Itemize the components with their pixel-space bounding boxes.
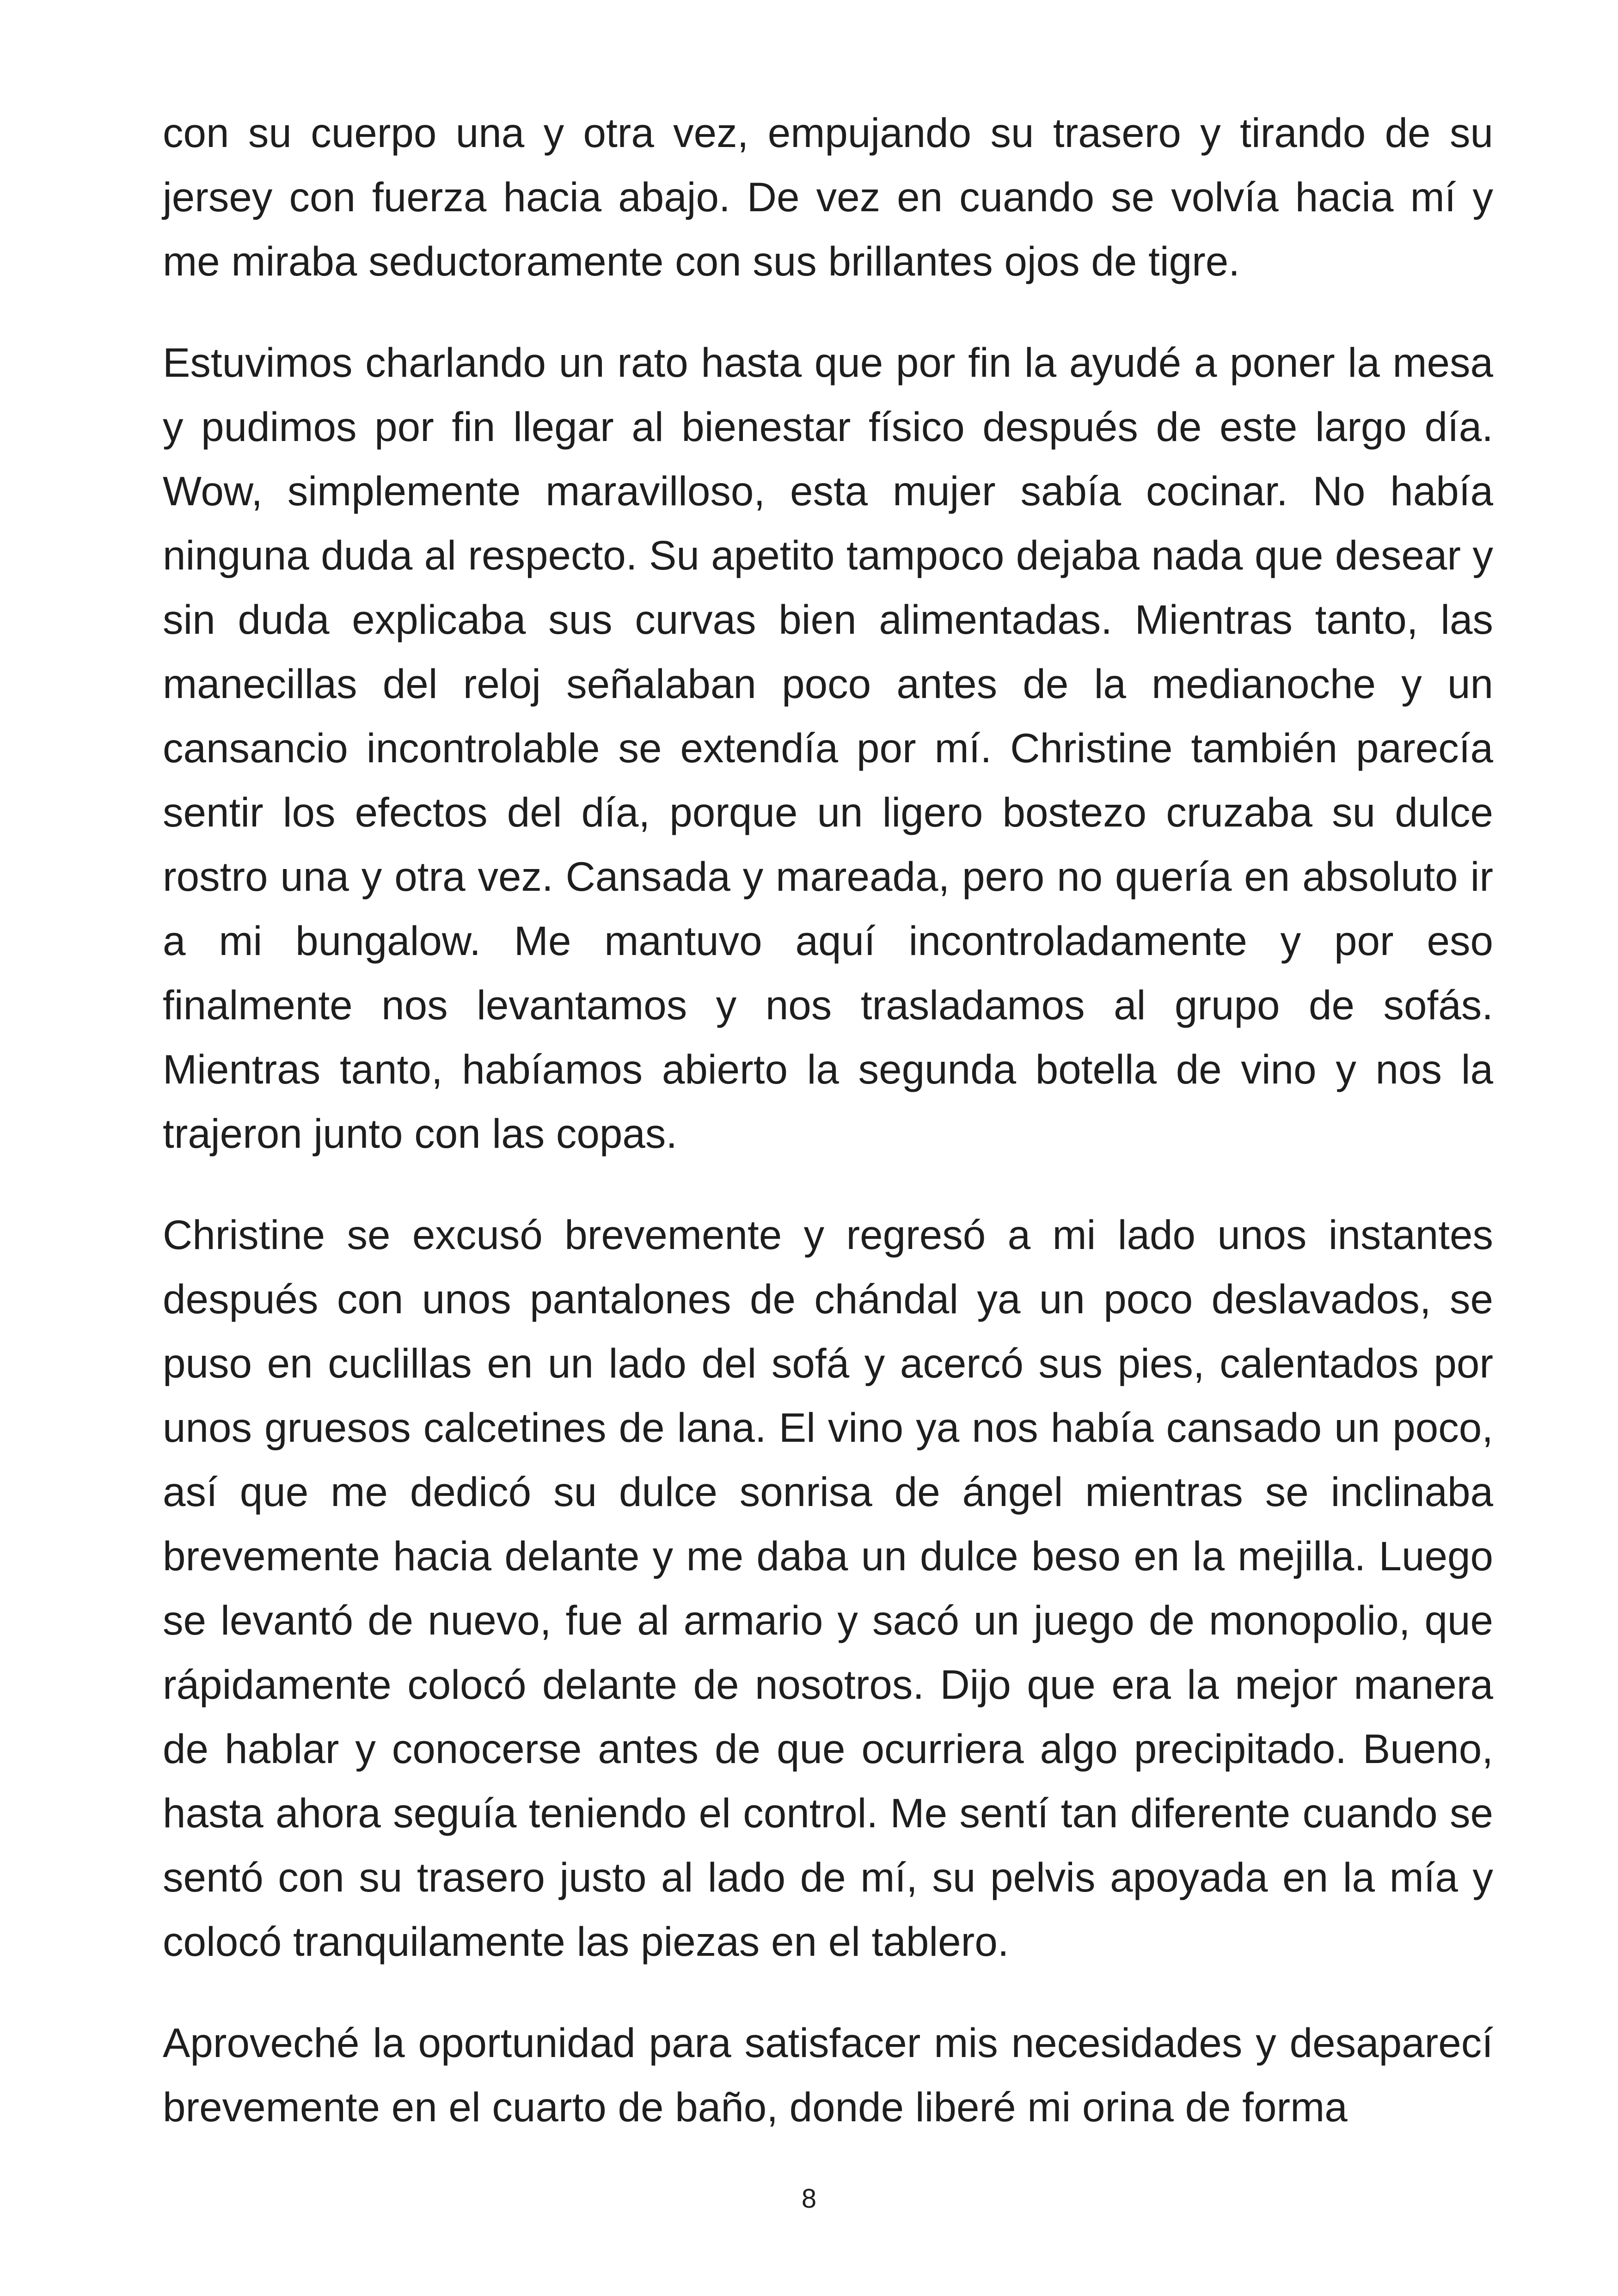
paragraph-2: Estuvimos charlando un rato hasta que por fin la ayudé a poner la mesa y pudimos por fin llegar al bienestar físico después de este largo día. Wow, simplemente maravilloso, esta mujer sabía cocinar. No había ninguna duda al respecto. Su apetito tampoco dejaba nada que desear y sin duda explicaba sus curvas bien alimentadas. Mientras tanto, las manecillas del reloj señalaban poco antes de la medianoche y un cansancio incontrolable se extendía por mí. Christine también parecía sentir los efectos del día, porque un ligero bostezo cruzaba su dulce rostro una y otra vez. Cansada y mareada, pero no quería en absoluto ir a mi bungalow. Me mantuvo aquí incontroladamente y por eso finalmente nos levantamos y nos trasladamos al grupo de sofás. Mientras tanto, habíamos abierto la segunda botella de vino y nos la trajeron junto con las copas. [163, 339, 1493, 1157]
page-number: 8 [801, 2184, 817, 2214]
paragraph-3: Christine se excusó brevemente y regresó a mi lado unos instantes después con unos pantalones de chándal ya un poco deslavados, se puso en cuclillas en un lado del sofá y acercó sus pies, calentados por unos gruesos calcetines de lana. El vino ya nos había cansado un poco, así que me dedicó su dulce sonrisa de ángel mientras se inclinaba brevemente hacia delante y me daba un dulce beso en la mejilla. Luego se levantó de nuevo, fue al armario y sacó un juego de monopolio, que rápidamente colocó delante de nosotros. Dijo que era la mejor manera de hablar y conocerse antes de que ocurriera algo precipitado. Bueno, hasta ahora seguía teniendo el control. Me sentí tan diferente cuando se sentó con su trasero justo al lado de mí, su pelvis apoyada en la mía y colocó tranquilamente las piezas en el tablero. [163, 1212, 1493, 1965]
paragraph-1: con su cuerpo una y otra vez, empujando su trasero y tirando de su jersey con fuerza hacia abajo. De vez en cuando se volvía hacia mí y me miraba seductoramente con sus brillantes ojos de tigre. [163, 110, 1493, 284]
paragraph-4: Aproveché la oportunidad para satisfacer mis necesidades y desaparecí brevemente en el cuarto de baño, donde liberé mi orina de forma [163, 2020, 1493, 2130]
body-text [163, 101, 1493, 2139]
